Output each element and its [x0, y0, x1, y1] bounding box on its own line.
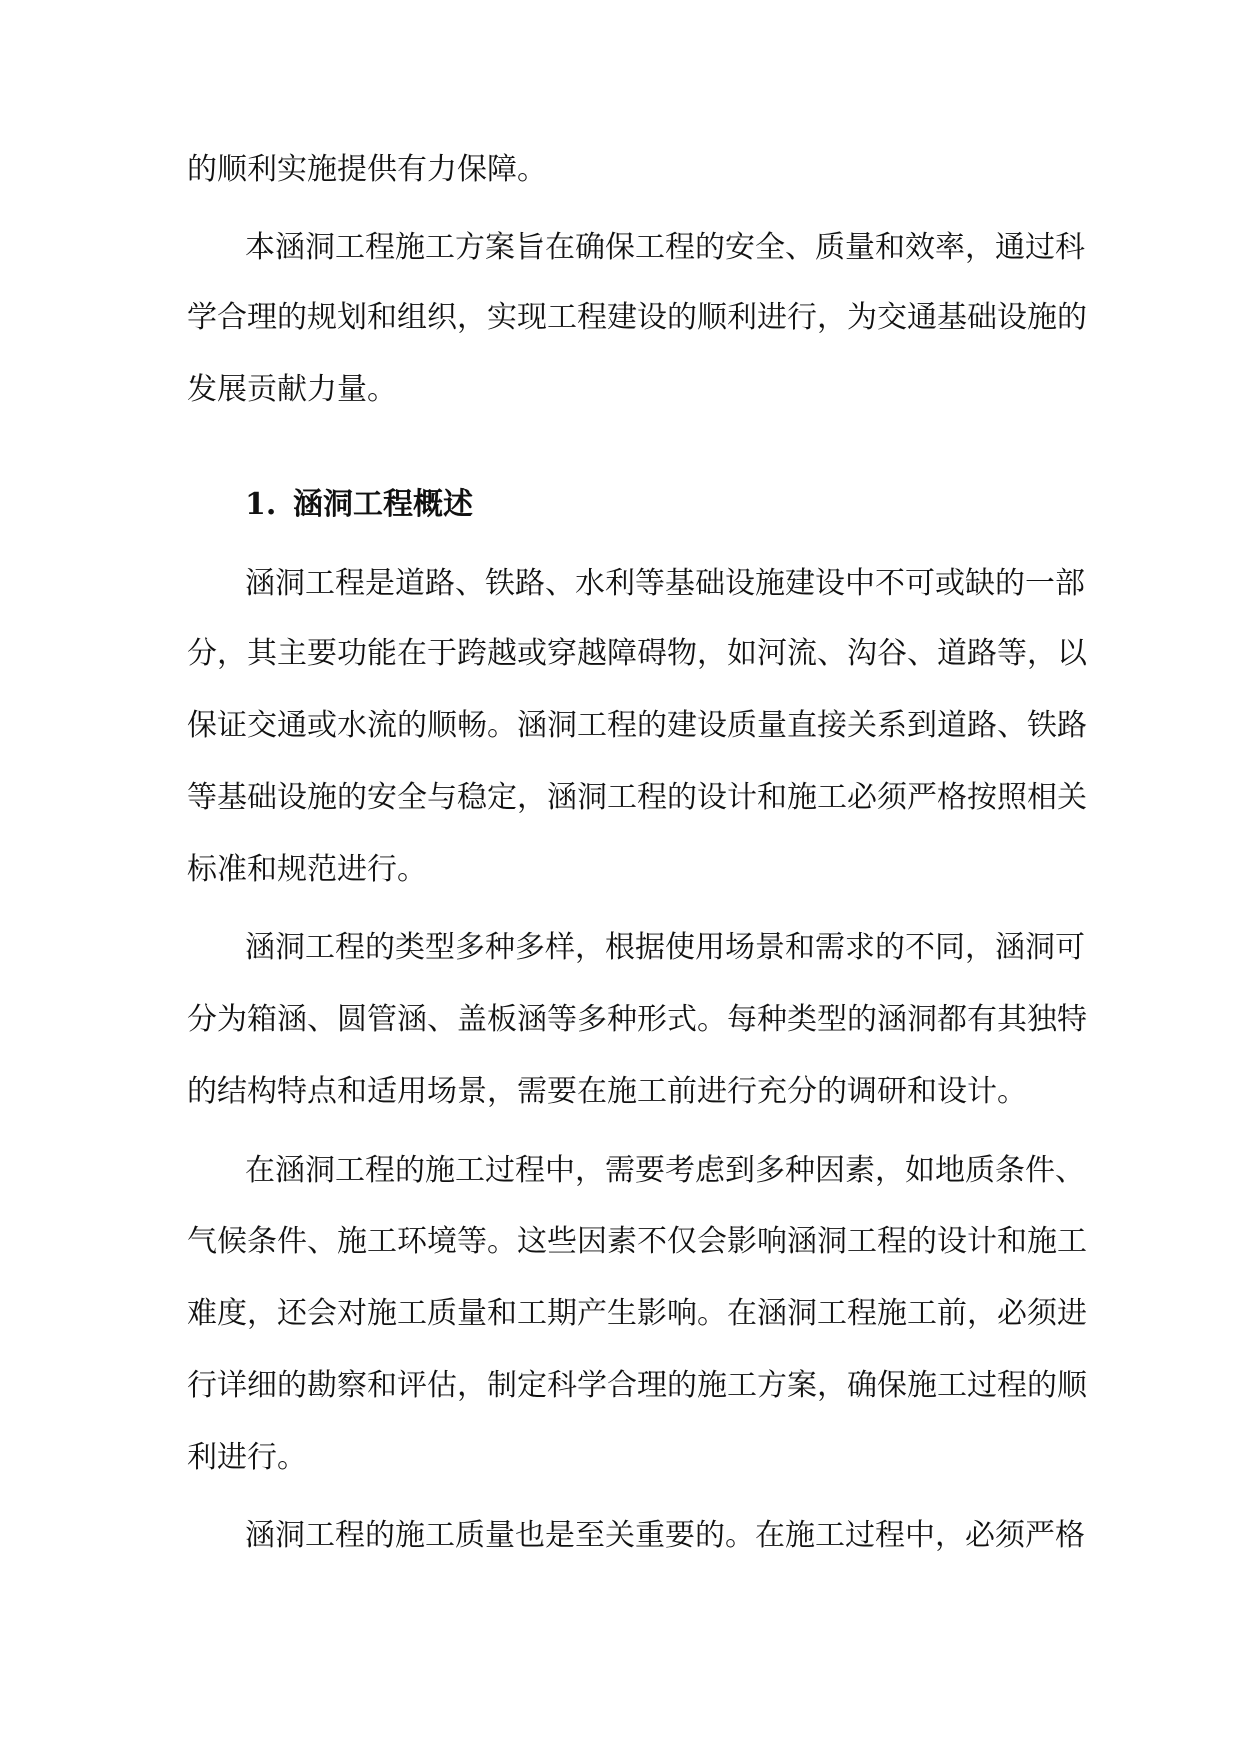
paragraph-line: 等基础设施的安全与稳定，涵洞工程的设计和施工必须严格按照相关	[187, 780, 1087, 815]
paragraph-line: 气候条件、施工环境等。这些因素不仅会影响涵洞工程的设计和施工	[187, 1224, 1087, 1259]
section-number: 1.	[245, 487, 277, 522]
paragraph-line: 难度，还会对施工质量和工期产生影响。在涵洞工程施工前，必须进	[187, 1296, 1087, 1331]
paragraph-line: 涵洞工程的类型多种多样，根据使用场景和需求的不同，涵洞可	[245, 930, 1085, 965]
paragraph-line: 行详细的勘察和评估，制定科学合理的施工方案，确保施工过程的顺	[187, 1368, 1087, 1403]
paragraph-line: 利进行。	[187, 1440, 307, 1475]
paragraph-line: 标准和规范进行。	[187, 852, 427, 887]
paragraph-line: 的结构特点和适用场景，需要在施工前进行充分的调研和设计。	[187, 1074, 1027, 1109]
paragraph-line: 发展贡献力量。	[187, 372, 397, 407]
section-title: 涵洞工程概述	[293, 487, 473, 522]
paragraph-line: 涵洞工程的施工质量也是至关重要的。在施工过程中，必须严格	[245, 1518, 1085, 1553]
paragraph-line: 在涵洞工程的施工过程中，需要考虑到多种因素，如地质条件、	[245, 1153, 1085, 1188]
section-heading	[245, 477, 473, 533]
paragraph-line: 涵洞工程是道路、铁路、水利等基础设施建设中不可或缺的一部	[245, 566, 1085, 601]
paragraph-line: 分为箱涵、圆管涵、盖板涵等多种形式。每种类型的涵洞都有其独特	[187, 1002, 1087, 1037]
paragraph-line: 学合理的规划和组织，实现工程建设的顺利进行，为交通基础设施的	[187, 300, 1087, 335]
paragraph-line: 的顺利实施提供有力保障。	[187, 152, 547, 187]
paragraph-line: 本涵洞工程施工方案旨在确保工程的安全、质量和效率，通过科	[245, 230, 1085, 265]
paragraph-line: 保证交通或水流的顺畅。涵洞工程的建设质量直接关系到道路、铁路	[187, 708, 1087, 743]
paragraph-line: 分，其主要功能在于跨越或穿越障碍物，如河流、沟谷、道路等，以	[187, 636, 1087, 671]
